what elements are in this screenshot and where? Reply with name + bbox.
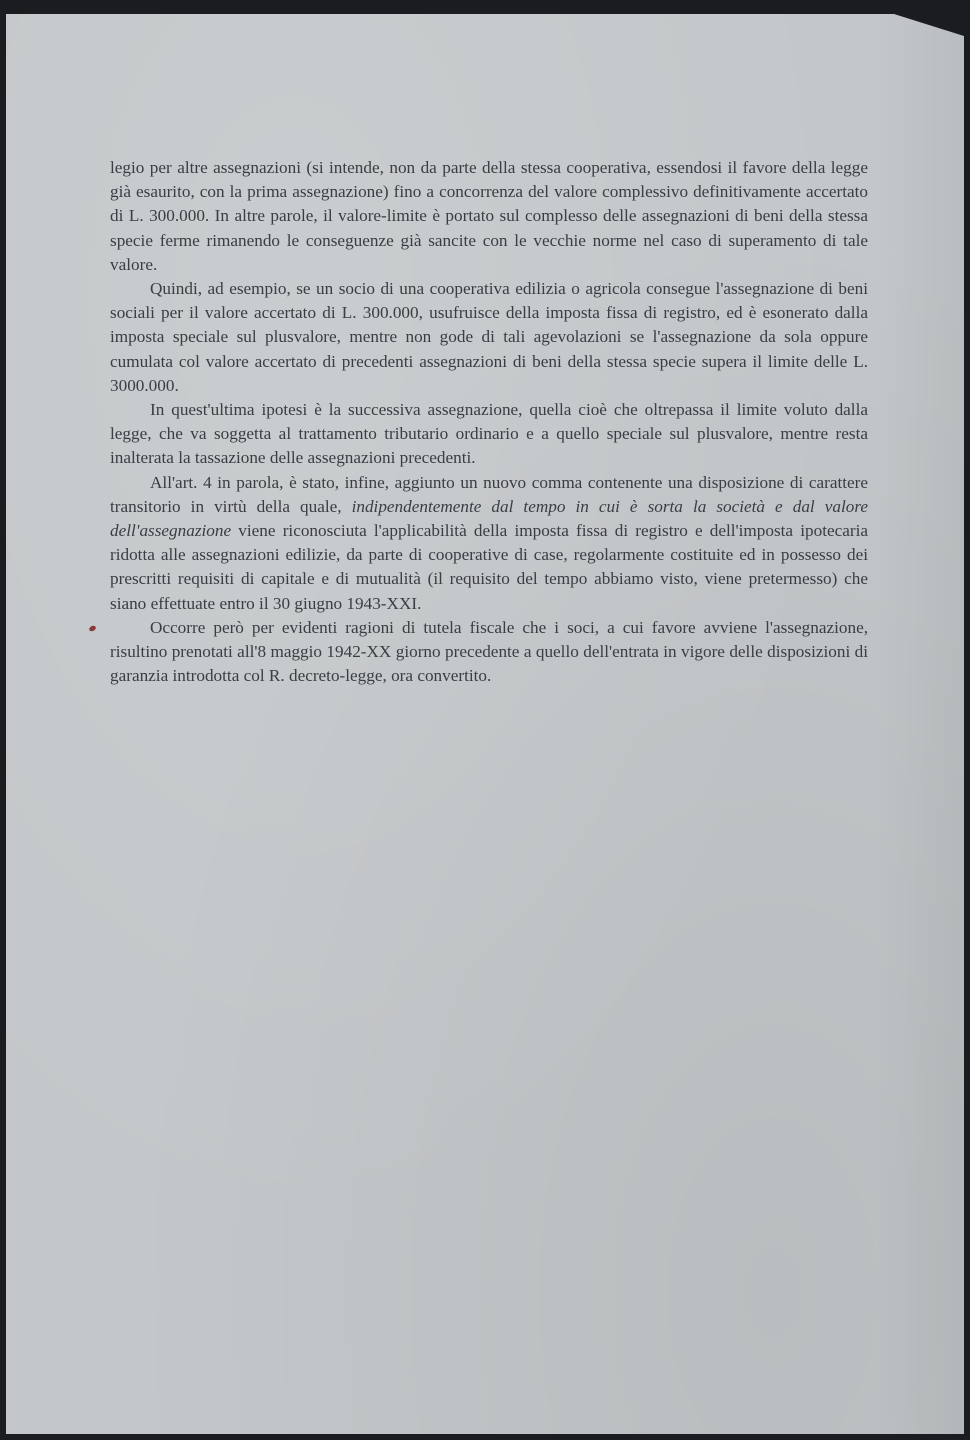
margin-ink-mark [88,625,96,632]
paragraph-3-text: In quest'ultima ipotesi è la successiva assegnazione, quella cioè che oltrepassa il limite voluto dalla legge, che va soggetta al trattamento tributario ordinario e a quello speciale sul plusvalore, mentre resta inalterata la tassazione delle assegnazioni precedenti. [110,400,868,468]
page-corner-fold [894,14,964,36]
paragraph-5-text: Occorre però per evidenti ragioni di tutela fiscale che i soci, a cui favore avviene l'assegnazione, risultino prenotati all'8 maggio 1942-XX giorno precedente a quello dell'entrata in vigore delle disposizioni di garanzia introdotta col R. decreto-legge, ora convertito. [110,617,868,686]
paragraph-2-text: Quindi, ad esempio, se un socio di una cooperativa edilizia o agricola consegue l'assegnazione di beni sociali per il valore accertato di L. 300.000, usufruisce della imposta fissa di registro, ed è esonerato dalla imposta speciale sul plusvalore, mentre non gode di tali agevolazioni se l'assegnazione da sola oppure cumulata col valore accertato di precedenti assegnazioni di beni della stessa specie supera il limite delle L. 3000.000. [110,279,868,395]
body-text [110,156,868,688]
scanned-page [6,14,964,1434]
paragraph-4-text-b: viene riconosciuta l'applicabilità della imposta fissa di registro e dell'imposta ipotecaria ridotta alle assegnazioni edilizie, da parte di cooperative di case, regolarmente costituite ed in possesso dei prescritti requisiti di capitale e di mutualità (il requisito del tempo abbiamo visto, viene pretermesso) che siano effettuate entro il 30 giugno 1943-XXI. [110,521,868,613]
paragraph-1-text: legio per altre assegnazioni (si intende, non da parte della stessa cooperativa, essendosi il favore della legge già esaurito, con la prima assegnazione) fino a concorrenza del valore complessivo definitivamente accertato di L. 300.000. In altre parole, il valore-limite è portato sul complesso delle assegnazioni di beni della stessa specie ferme rimanendo le conseguenze già sancite con le vecchie norme nel caso di superamento di tale valore. [110,158,868,274]
paragraph-5 [110,616,868,689]
paragraph-4-italic-phrase: indipendentemente dal tempo in cui è sorta la società e dal valore dell'assegnazione [110,496,868,541]
paragraph-3 [110,398,868,471]
paragraph-2 [110,277,868,398]
page-edge-shadow [874,14,964,1434]
paragraph-1 [110,156,868,277]
paragraph-4 [110,471,868,616]
paragraph-4-text-a: All'art. 4 in parola, è stato, infine, aggiunto un nuovo comma contenente una disposizione di carattere transitorio in virtù della quale, [110,472,868,516]
